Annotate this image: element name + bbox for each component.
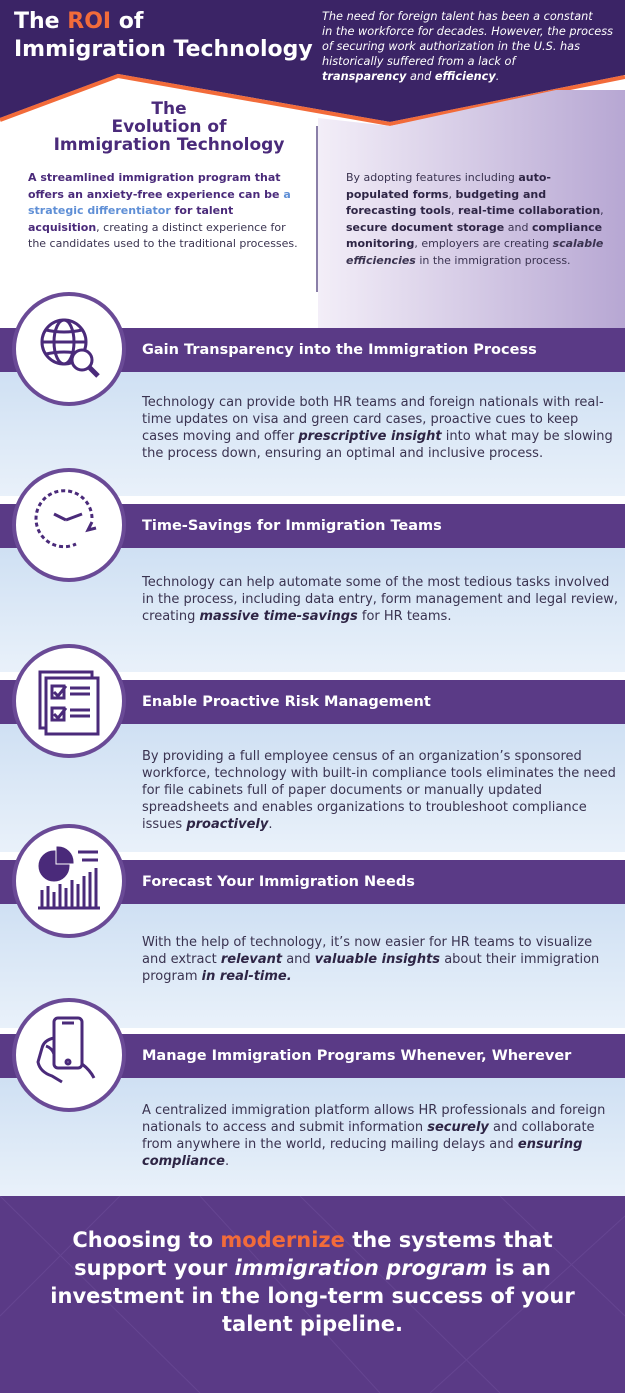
mobile-phone-hand-icon xyxy=(12,998,126,1112)
feature-description: A centralized immigration platform allows HR professionals and foreign nationals to access and submit information securely and collaborate from anywhere in the world, reducing mailing delays and ensuring compliance. xyxy=(142,1103,606,1169)
feature-description: Technology can provide both HR teams and foreign nationals with real-time updates on visa and green card cases, proactive cues to keep cases moving and offer prescriptive insight into what may be slowing the process down, ensuring an optimal and inclusive process. xyxy=(142,395,613,461)
evolution-title: The Evolution of Immigration Technology xyxy=(53,99,285,155)
feature-title: Manage Immigration Programs Whenever, Wherever xyxy=(142,1048,572,1064)
feature-time-savings xyxy=(0,504,625,672)
feature-description: Technology can help automate some of the most tedious tasks involved in the process, including data entry, form management and legal review, creating massive time-savings for HR teams. xyxy=(142,575,619,624)
highlight-text: modernize xyxy=(220,1228,345,1252)
feature-title: Time-Savings for Immigration Teams xyxy=(142,518,442,534)
chart-icon xyxy=(12,824,126,938)
checklist-documents-icon xyxy=(12,644,126,758)
page-title: The ROI of Immigration Technology xyxy=(14,9,313,62)
closing-statement: Choosing to modernize the systems that support your immigration program is an investment in the long-term success of your talent pipeline. xyxy=(50,1228,575,1336)
feature-risk-management xyxy=(0,680,625,852)
highlight-text: a strategic differentiator xyxy=(28,187,291,217)
evolution-right-text: By adopting features including auto-populated forms, budgeting and forecasting tools, real-time collaboration, secure document storage and compliance monitoring, employers are creating scalable efficiencies in the immigration process. xyxy=(346,171,604,267)
feature-manage-programs xyxy=(0,1034,625,1196)
feature-title: Enable Proactive Risk Management xyxy=(142,694,431,710)
feature-title: Forecast Your Immigration Needs xyxy=(142,874,415,890)
evolution-section xyxy=(0,90,625,330)
feature-description: With the help of technology, it’s now easier for HR teams to visualize and extract relevant and valuable insights about their immigration program in real-time. xyxy=(142,935,600,984)
divider xyxy=(316,126,318,292)
globe-search-icon xyxy=(12,292,126,406)
footer xyxy=(0,1196,625,1393)
clock-icon xyxy=(12,468,126,582)
evolution-left-text: A streamlined immigration program that offers an anxiety-free experience can be a strategic differentiator for talent acquisition, creating a distinct experience for the candidates used to the traditional processes. xyxy=(28,171,298,250)
title-accent: ROI xyxy=(67,9,112,34)
feature-transparency xyxy=(0,328,625,496)
intro-paragraph: The need for foreign talent has been a constant in the workforce for decades. However, the process of securing work authorization in the U.S. has historically suffered from a lack of transparency and efficiency. xyxy=(322,10,614,83)
feature-description: By providing a full employee census of an organization’s sponsored workforce, technology with built-in compliance tools eliminates the need for file cabinets full of paper documents or manually updated spreadsheets and enables organizations to troubleshoot compliance issues proactively. xyxy=(142,749,616,832)
feature-title: Gain Transparency into the Immigration Process xyxy=(142,342,537,358)
